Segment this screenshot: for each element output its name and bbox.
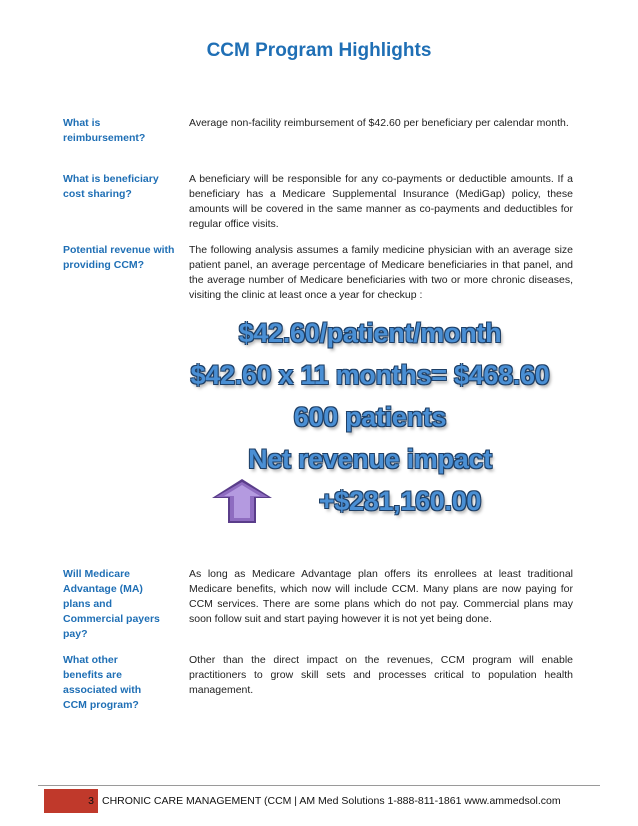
callout-line-annual: $42.60 x 11 months= $468.60 (190, 360, 550, 390)
question-label: What is reimbursement? (63, 117, 146, 144)
callout-line-total: +$281,160.00 (318, 486, 482, 516)
question-label: Potential revenue with providing CCM? (63, 244, 175, 271)
footer-text: CHRONIC CARE MANAGEMENT (CCM | AM Med Solutions 1-888-811-1861 www.ammedsol.com (102, 795, 561, 807)
answer-text: As long as Medicare Advantage plan offers its enrollees at least traditional Medicare benefits, which now will include CCM. Many plans are now paying for CCM services. There are some plans which do not pay. Commercial plans may soon follow suit and start paying however it is not yet being done. (189, 568, 573, 625)
callout-line-heading: Net revenue impact (248, 444, 492, 474)
question-label: Will Medicare Advantage (MA) plans and Commercial payers pay? (63, 568, 160, 640)
answer-text: The following analysis assumes a family medicine physician with an average size patient panel, an average percentage of Medicare beneficiaries in that panel, and the average number of Medicare beneficiaries with two or more chronic diseases, visiting the clinic at least once a year for checkup : (189, 244, 573, 301)
callout-line-rate: $42.60/patient/month (238, 318, 502, 348)
page-number: 3 (44, 789, 98, 813)
up-arrow-icon (210, 478, 274, 524)
question-label: What is beneficiary cost sharing? (63, 173, 159, 200)
answer-text: Average non-facility reimbursement of $42.60 per beneficiary per calendar month. (189, 117, 569, 129)
callout-line-patients: 600 patients (293, 402, 447, 432)
answer-text: A beneficiary will be responsible for any co-payments or deductible amounts. If a beneficiary has a Medicare Supplemental Insurance (MediGap) policy, these amounts will be covered in the same manner as co-payments and deductibles for regular office visits. (189, 173, 573, 230)
page-title: CCM Program Highlights (206, 40, 432, 61)
page-footer (38, 785, 600, 812)
question-label: What other benefits are associated with CCM program? (63, 654, 142, 711)
answer-text: Other than the direct impact on the revenues, CCM program will enable practitioners to grow skill sets and processes critical to population health management. (189, 654, 573, 696)
